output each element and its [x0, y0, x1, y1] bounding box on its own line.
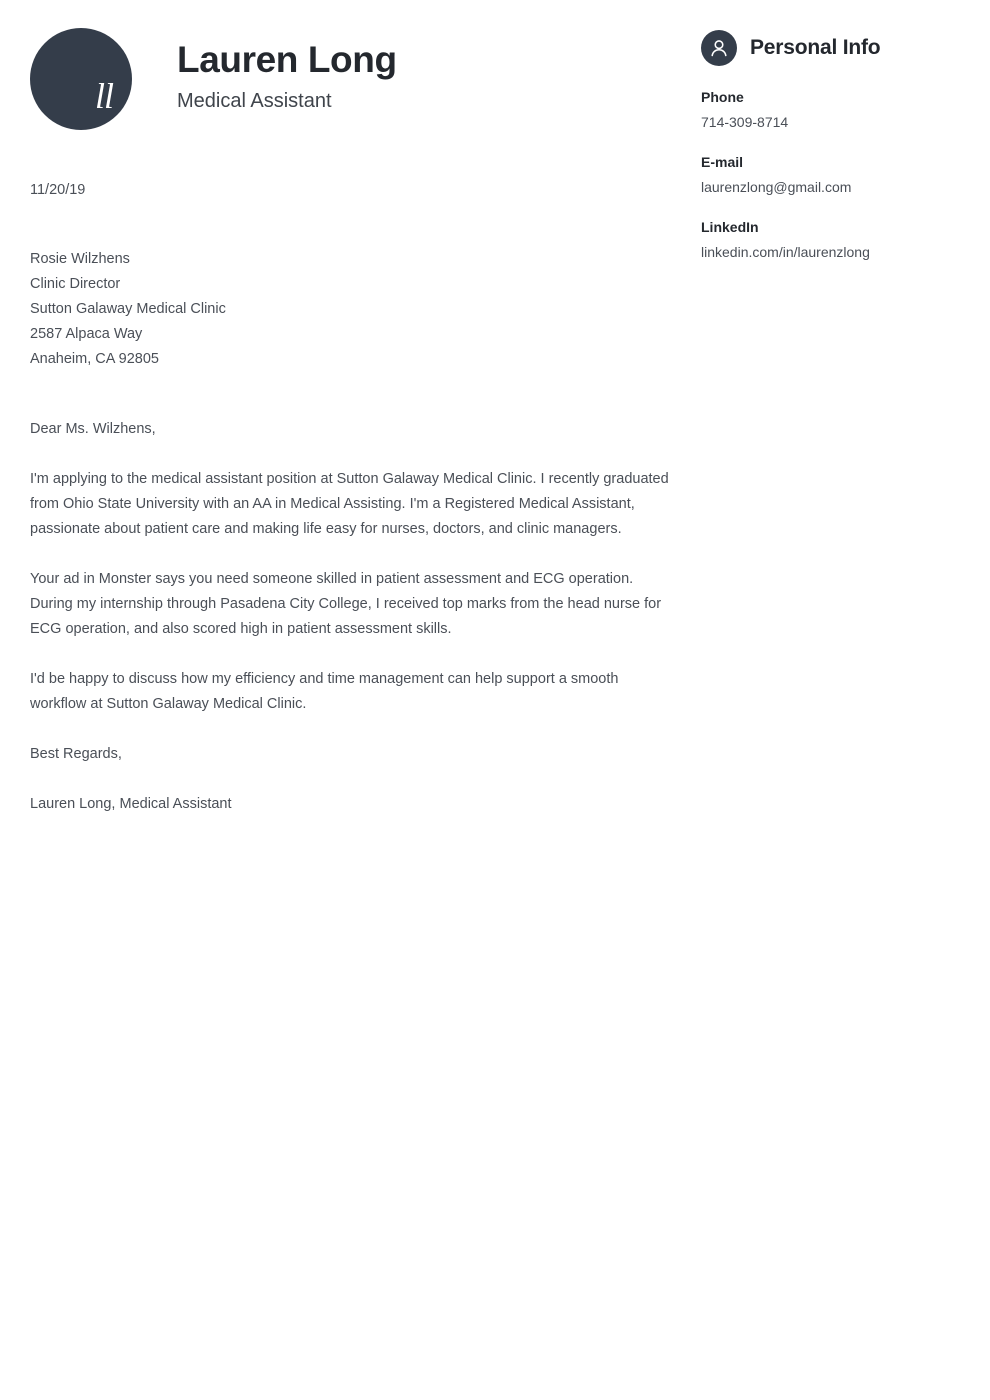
personal-info-sidebar	[701, 30, 961, 283]
contact-info-list	[701, 88, 961, 262]
recipient-line: 2587 Alpaca Way	[30, 325, 143, 342]
contact-item-email	[701, 153, 961, 197]
signature-line: Lauren Long, Medical Assistant	[30, 795, 232, 812]
recipient-line: Sutton Galaway Medical Clinic	[30, 300, 226, 317]
contact-label: LinkedIn	[701, 219, 759, 235]
closing-line: Best Regards,	[30, 745, 122, 762]
page-title: Lauren Long	[177, 39, 397, 81]
sidebar-title: Personal Info	[750, 36, 881, 60]
recipient-line: Anaheim, CA 92805	[30, 350, 159, 367]
avatar	[30, 28, 132, 130]
contact-value-email[interactable]: laurenzlong@gmail.com	[701, 179, 852, 195]
body-paragraph: Your ad in Monster says you need someone skilled in patient assessment and ECG operation. During my internship through Pasadena City College, I received top marks from the head nurse for ECG operation, and also scored high in patient assessment skills.	[30, 570, 662, 637]
body-paragraph: I'm applying to the medical assistant position at Sutton Galaway Medical Clinic. I recently graduated from Ohio State University with an AA in Medical Assisting. I'm a Registered Medical Assistant, passionate about patient care and making life easy for nurses, doctors, and clinic managers.	[30, 470, 669, 537]
contact-value-phone[interactable]: 714-309-8714	[701, 114, 789, 130]
avatar-monogram: ll	[94, 76, 113, 116]
contact-label: E-mail	[701, 154, 744, 170]
letter-main-column	[30, 28, 670, 817]
letter-body	[30, 467, 670, 717]
job-title: Medical Assistant	[177, 89, 332, 112]
recipient-line: Clinic Director	[30, 275, 121, 292]
contact-item-linkedin	[701, 218, 961, 262]
body-paragraph: I'd be happy to discuss how my efficiency and time management can help support a smooth workflow at Sutton Galaway Medical Clinic.	[30, 670, 619, 712]
salutation: Dear Ms. Wilzhens,	[30, 420, 156, 437]
contact-value-linkedin[interactable]: linkedin.com/in/laurenzlong	[701, 244, 870, 260]
sidebar-header	[701, 30, 961, 66]
person-icon	[701, 30, 737, 66]
letter-date: 11/20/19	[30, 182, 86, 198]
recipient-line: Rosie Wilzhens	[30, 250, 130, 267]
name-block	[177, 41, 397, 117]
letter-header	[30, 28, 670, 130]
contact-label: Phone	[701, 89, 744, 105]
recipient-address	[30, 247, 670, 372]
contact-item-phone	[701, 88, 961, 132]
